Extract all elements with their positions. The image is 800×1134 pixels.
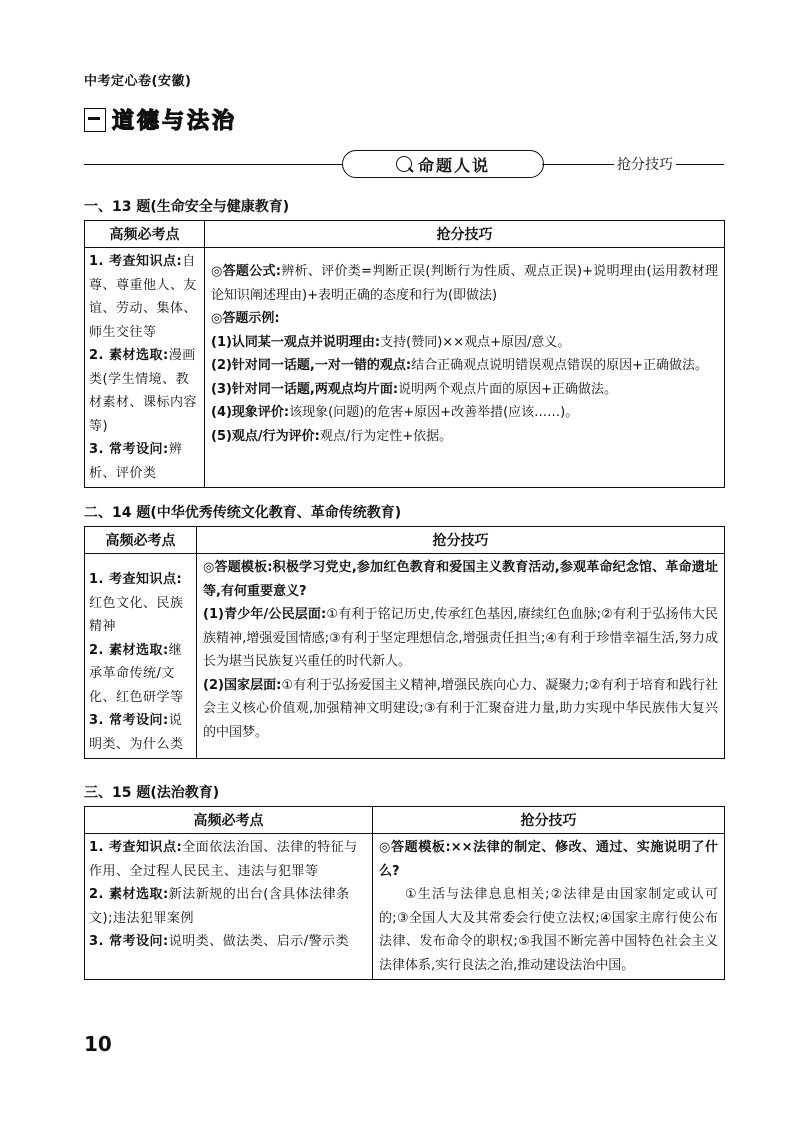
- section-3-col-right: 抢分技巧: [373, 807, 725, 834]
- subject-title: 道德与法治: [112, 108, 238, 134]
- section-3-col-left: 高频必考点: [85, 807, 373, 834]
- section-1-points: 1. 考查知识点:自尊、尊重他人、友谊、劳动、集体、师生交往等 2. 素材选取:漫画类(学生情境、教材素材、课标内容等) 3. 常考设问:辨析、评价类: [85, 248, 205, 488]
- book-header: 中考定心卷(安徽): [84, 74, 192, 89]
- section-2-title: 二、14 题(中华优秀传统文化教育、革命传统教育): [84, 505, 402, 521]
- section-3-table: [84, 806, 725, 980]
- banner-rule-left: [84, 164, 342, 165]
- section-1-tips: ◎答题公式:辨析、评价类=判断正误(判断行为性质、观点正误)+说明理由(运用教材理论知识阐述理由)+表明正确的态度和行为(即做法) ◎答题示例: (1)认同某一观点并说明理由:支持(赞同)××观点+原因/意义。 (2)针对同一话题,一对一错的观点:结合正确观点说明错误观点错误的原因+正确做法。 (3)针对同一话题,两观点均片面:说明两个观点片面的原因+正确做法。 (4)现象评价:该现象(问题)的危害+原因+改善举措(应该……)。 (5)观点/行为评价:观点/行为定性+依据。: [205, 248, 725, 488]
- section-1-col-right: 抢分技巧: [205, 221, 725, 248]
- section-1-title: 一、13 题(生命安全与健康教育): [84, 199, 290, 215]
- tips-banner: [84, 150, 724, 178]
- section-3-tips: ◎答题模板:××法律的制定、修改、通过、实施说明了什么? ①生活与法律息息相关;②法律是由国家制定或认可的;③全国人大及其常委会行使立法权;④国家主席行使公布法律、发布命令的职权;⑤我国不断完善中国特色社会主义法律体系,实行良法之治,推动建设法治中国。: [373, 834, 725, 980]
- section-1-table: [84, 220, 725, 488]
- banner-pill: [342, 150, 544, 178]
- section-2-tips: ◎答题模板:积极学习党史,参加红色教育和爱国主义教育活动,参观革命纪念馆、革命遗址等,有何重要意义? (1)青少年/公民层面:①有利于铭记历史,传承红色基因,赓续红色血脉;②有利于弘扬伟大民族精神,增强爱国情感;③有利于坚定理想信念,增强责任担当;④有利于珍惜幸福生活,努力成长为堪当民族复兴重任的时代新人。 (2)国家层面:①有利于弘扬爱国主义精神,增强民族向心力、凝聚力;②有利于培育和践行社会主义核心价值观,加强精神文明建设;③有利于汇聚奋进力量,助力实现中华民族伟大复兴的中国梦。: [197, 554, 725, 759]
- section-2-col-left: 高频必考点: [85, 527, 197, 554]
- section-3-points: 1. 考查知识点:全面依法治国、法律的特征与作用、全过程人民民主、违法与犯罪等 2. 素材选取:新法新规的出台(含具体法律条文);违法犯罪案例 3. 常考设问:说明类、做法类、启示/警示类: [85, 834, 373, 980]
- section-2-col-right: 抢分技巧: [197, 527, 725, 554]
- subject-heading: [84, 104, 237, 135]
- section-2-table: [84, 526, 725, 759]
- section-3-title: 三、15 题(法治教育): [84, 785, 220, 801]
- banner-right-text: 抢分技巧: [614, 154, 676, 174]
- section-2-points: 1. 考查知识点:红色文化、民族精神 2. 素材选取:继承革命传统/文化、红色研学等 3. 常考设问:说明类、为什么类: [85, 554, 197, 759]
- magnifier-icon: [396, 156, 412, 172]
- banner-center-text: 命题人说: [417, 155, 490, 175]
- section-1-col-left: 高频必考点: [85, 221, 205, 248]
- page-number: 10: [84, 1032, 112, 1056]
- section-marker-icon: [84, 108, 106, 132]
